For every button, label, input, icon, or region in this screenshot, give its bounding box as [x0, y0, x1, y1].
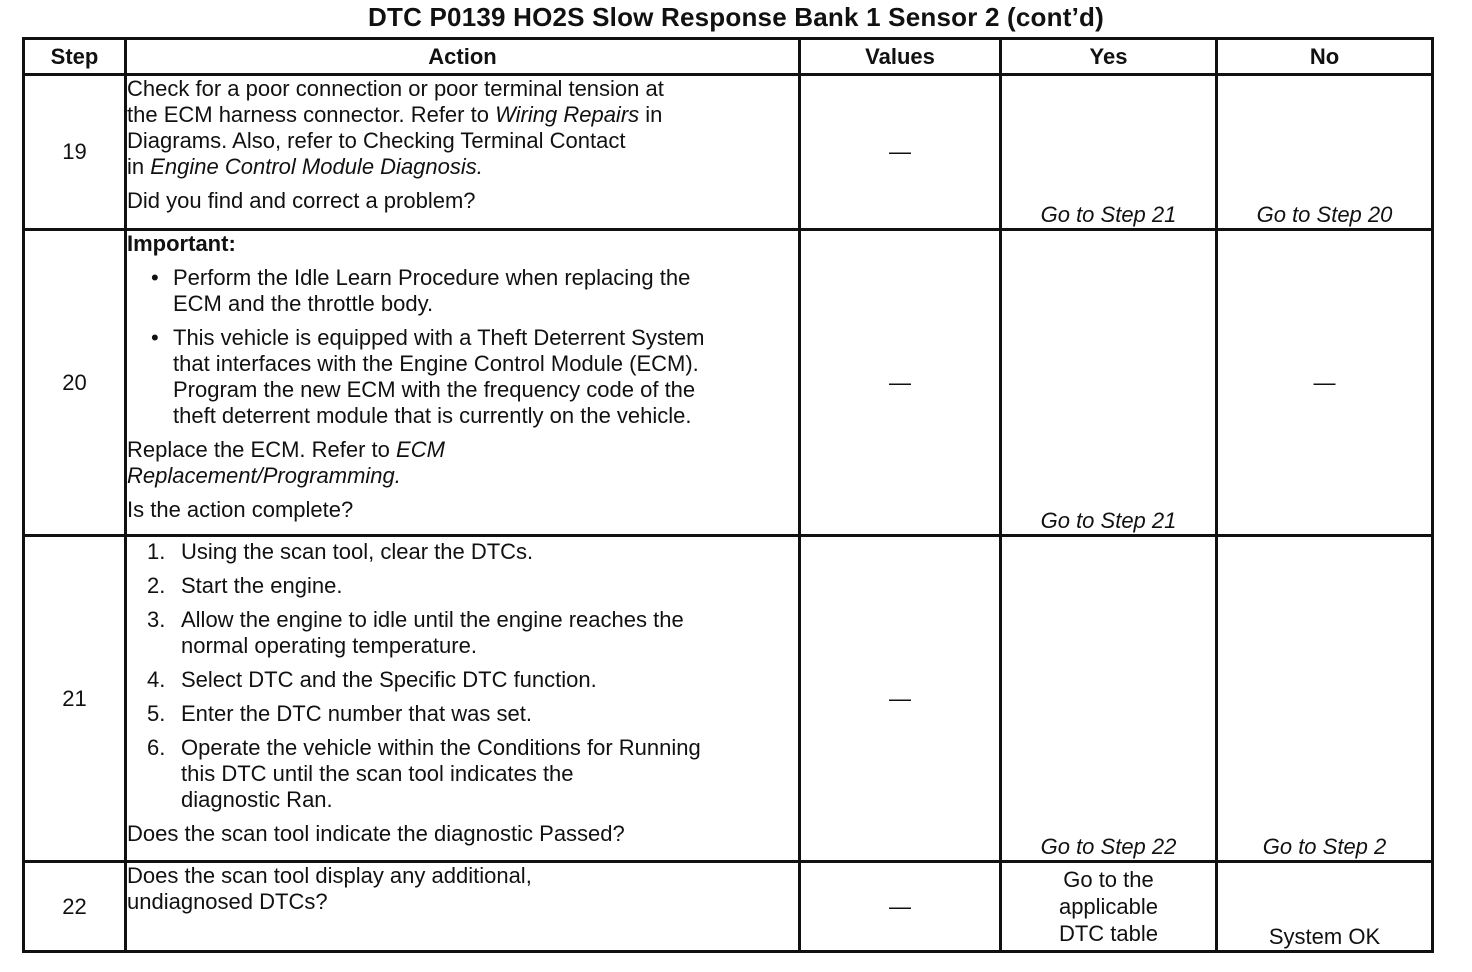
yes-goto: Go to Step 21: [1040, 202, 1177, 227]
no-cell: —: [1217, 230, 1433, 536]
bullet-icon: •: [151, 265, 159, 290]
yes-cell: [1001, 230, 1217, 536]
header-yes: Yes: [1001, 39, 1217, 75]
list-item: [127, 735, 798, 813]
list-item: [127, 607, 798, 659]
action-line: Check for a poor connection or poor terminal tension at: [127, 76, 664, 101]
action-line: in: [127, 154, 151, 179]
table-row-step-22: [24, 862, 1433, 952]
action-question: Did you find and correct a problem?: [127, 188, 476, 213]
action-cell: [126, 230, 800, 536]
list-item: [127, 573, 798, 599]
dtc-table: [22, 37, 1434, 953]
ecm-diagnosis-reference: Engine Control Module Diagnosis.: [150, 154, 483, 179]
ecm-replacement-reference: ECM: [396, 437, 445, 462]
step-number: 22: [24, 862, 126, 952]
table-row-step-20: [24, 230, 1433, 536]
action-line: in: [639, 102, 663, 127]
action-cell: [126, 75, 800, 230]
bullet-item: [127, 265, 798, 317]
action-cell: [126, 862, 800, 952]
yes-line: applicable: [1058, 894, 1159, 919]
no-cell: System OK: [1217, 862, 1433, 952]
header-values: Values: [800, 39, 1001, 75]
header-step: Step: [24, 39, 126, 75]
yes-line: Go to the: [1063, 867, 1154, 892]
header-row: [24, 39, 1433, 75]
action-question: Does the scan tool indicate the diagnostic Passed?: [127, 821, 625, 846]
list-line: Using the scan tool, clear the DTCs.: [181, 539, 534, 564]
action-line: undiagnosed DTCs?: [127, 889, 328, 914]
no-goto: Go to Step 2: [1262, 834, 1387, 859]
table-row-step-19: [24, 75, 1433, 230]
action-text: [127, 437, 798, 489]
list-number: 4.: [147, 667, 166, 692]
list-line: diagnostic Ran.: [181, 787, 333, 812]
action-text: [127, 76, 798, 180]
list-item: [127, 539, 798, 565]
bullet-line: Program the new ECM with the frequency code of the: [173, 377, 696, 402]
wiring-repairs-reference: Wiring Repairs: [495, 102, 640, 127]
page-title: DTC P0139 HO2S Slow Response Bank 1 Sensor 2 (cont’d): [368, 2, 1104, 32]
action-line: Replace the ECM. Refer to: [127, 437, 397, 462]
action-line: the ECM harness connector. Refer to: [127, 102, 496, 127]
action-line: Does the scan tool display any additional,: [127, 863, 532, 888]
list-number: 2.: [147, 573, 166, 598]
step-number: 21: [24, 536, 126, 862]
list-number: 1.: [147, 539, 166, 564]
values-cell: —: [800, 862, 1001, 952]
bullet-line: ECM and the throttle body.: [173, 291, 434, 316]
yes-goto: Go to Step 21: [1040, 508, 1177, 533]
list-line: normal operating temperature.: [181, 633, 477, 658]
values-cell: —: [800, 536, 1001, 862]
bullet-icon: •: [151, 325, 159, 350]
list-line: Enter the DTC number that was set.: [181, 701, 532, 726]
list-number: 6.: [147, 735, 166, 760]
ecm-replacement-reference: Replacement/Programming.: [127, 463, 401, 488]
no-cell: [1217, 75, 1433, 230]
list-line: Operate the vehicle within the Conditions for Running: [181, 735, 701, 760]
yes-cell: [1001, 75, 1217, 230]
bullet-line: that interfaces with the Engine Control Module (ECM).: [173, 351, 699, 376]
bullet-item: [127, 325, 798, 429]
action-cell: [126, 536, 800, 862]
values-cell: —: [800, 230, 1001, 536]
table-row-step-21: [24, 536, 1433, 862]
list-line: Start the engine.: [181, 573, 343, 598]
bullet-line: theft deterrent module that is currently on the vehicle.: [173, 403, 692, 428]
list-number: 3.: [147, 607, 166, 632]
no-goto: Go to Step 20: [1256, 202, 1393, 227]
list-line: Allow the engine to idle until the engine reaches the: [181, 607, 684, 632]
step-number: 20: [24, 230, 126, 536]
yes-line: DTC table: [1058, 921, 1159, 946]
yes-cell: [1001, 536, 1217, 862]
list-number: 5.: [147, 701, 166, 726]
values-cell: —: [800, 75, 1001, 230]
header-no: No: [1217, 39, 1433, 75]
bullet-line: Perform the Idle Learn Procedure when replacing the: [173, 265, 691, 290]
yes-goto: Go to Step 22: [1040, 834, 1177, 859]
header-action: Action: [126, 39, 800, 75]
action-line: Diagrams. Also, refer to Checking Terminal Contact: [127, 128, 626, 153]
yes-cell: [1001, 862, 1217, 952]
list-item: [127, 701, 798, 727]
action-question: Is the action complete?: [127, 497, 354, 522]
list-line: Select DTC and the Specific DTC function.: [181, 667, 597, 692]
list-line: this DTC until the scan tool indicates the: [181, 761, 574, 786]
bullet-line: This vehicle is equipped with a Theft Deterrent System: [173, 325, 705, 350]
no-cell: [1217, 536, 1433, 862]
list-item: [127, 667, 798, 693]
step-number: 19: [24, 75, 126, 230]
important-label: Important:: [127, 231, 236, 256]
